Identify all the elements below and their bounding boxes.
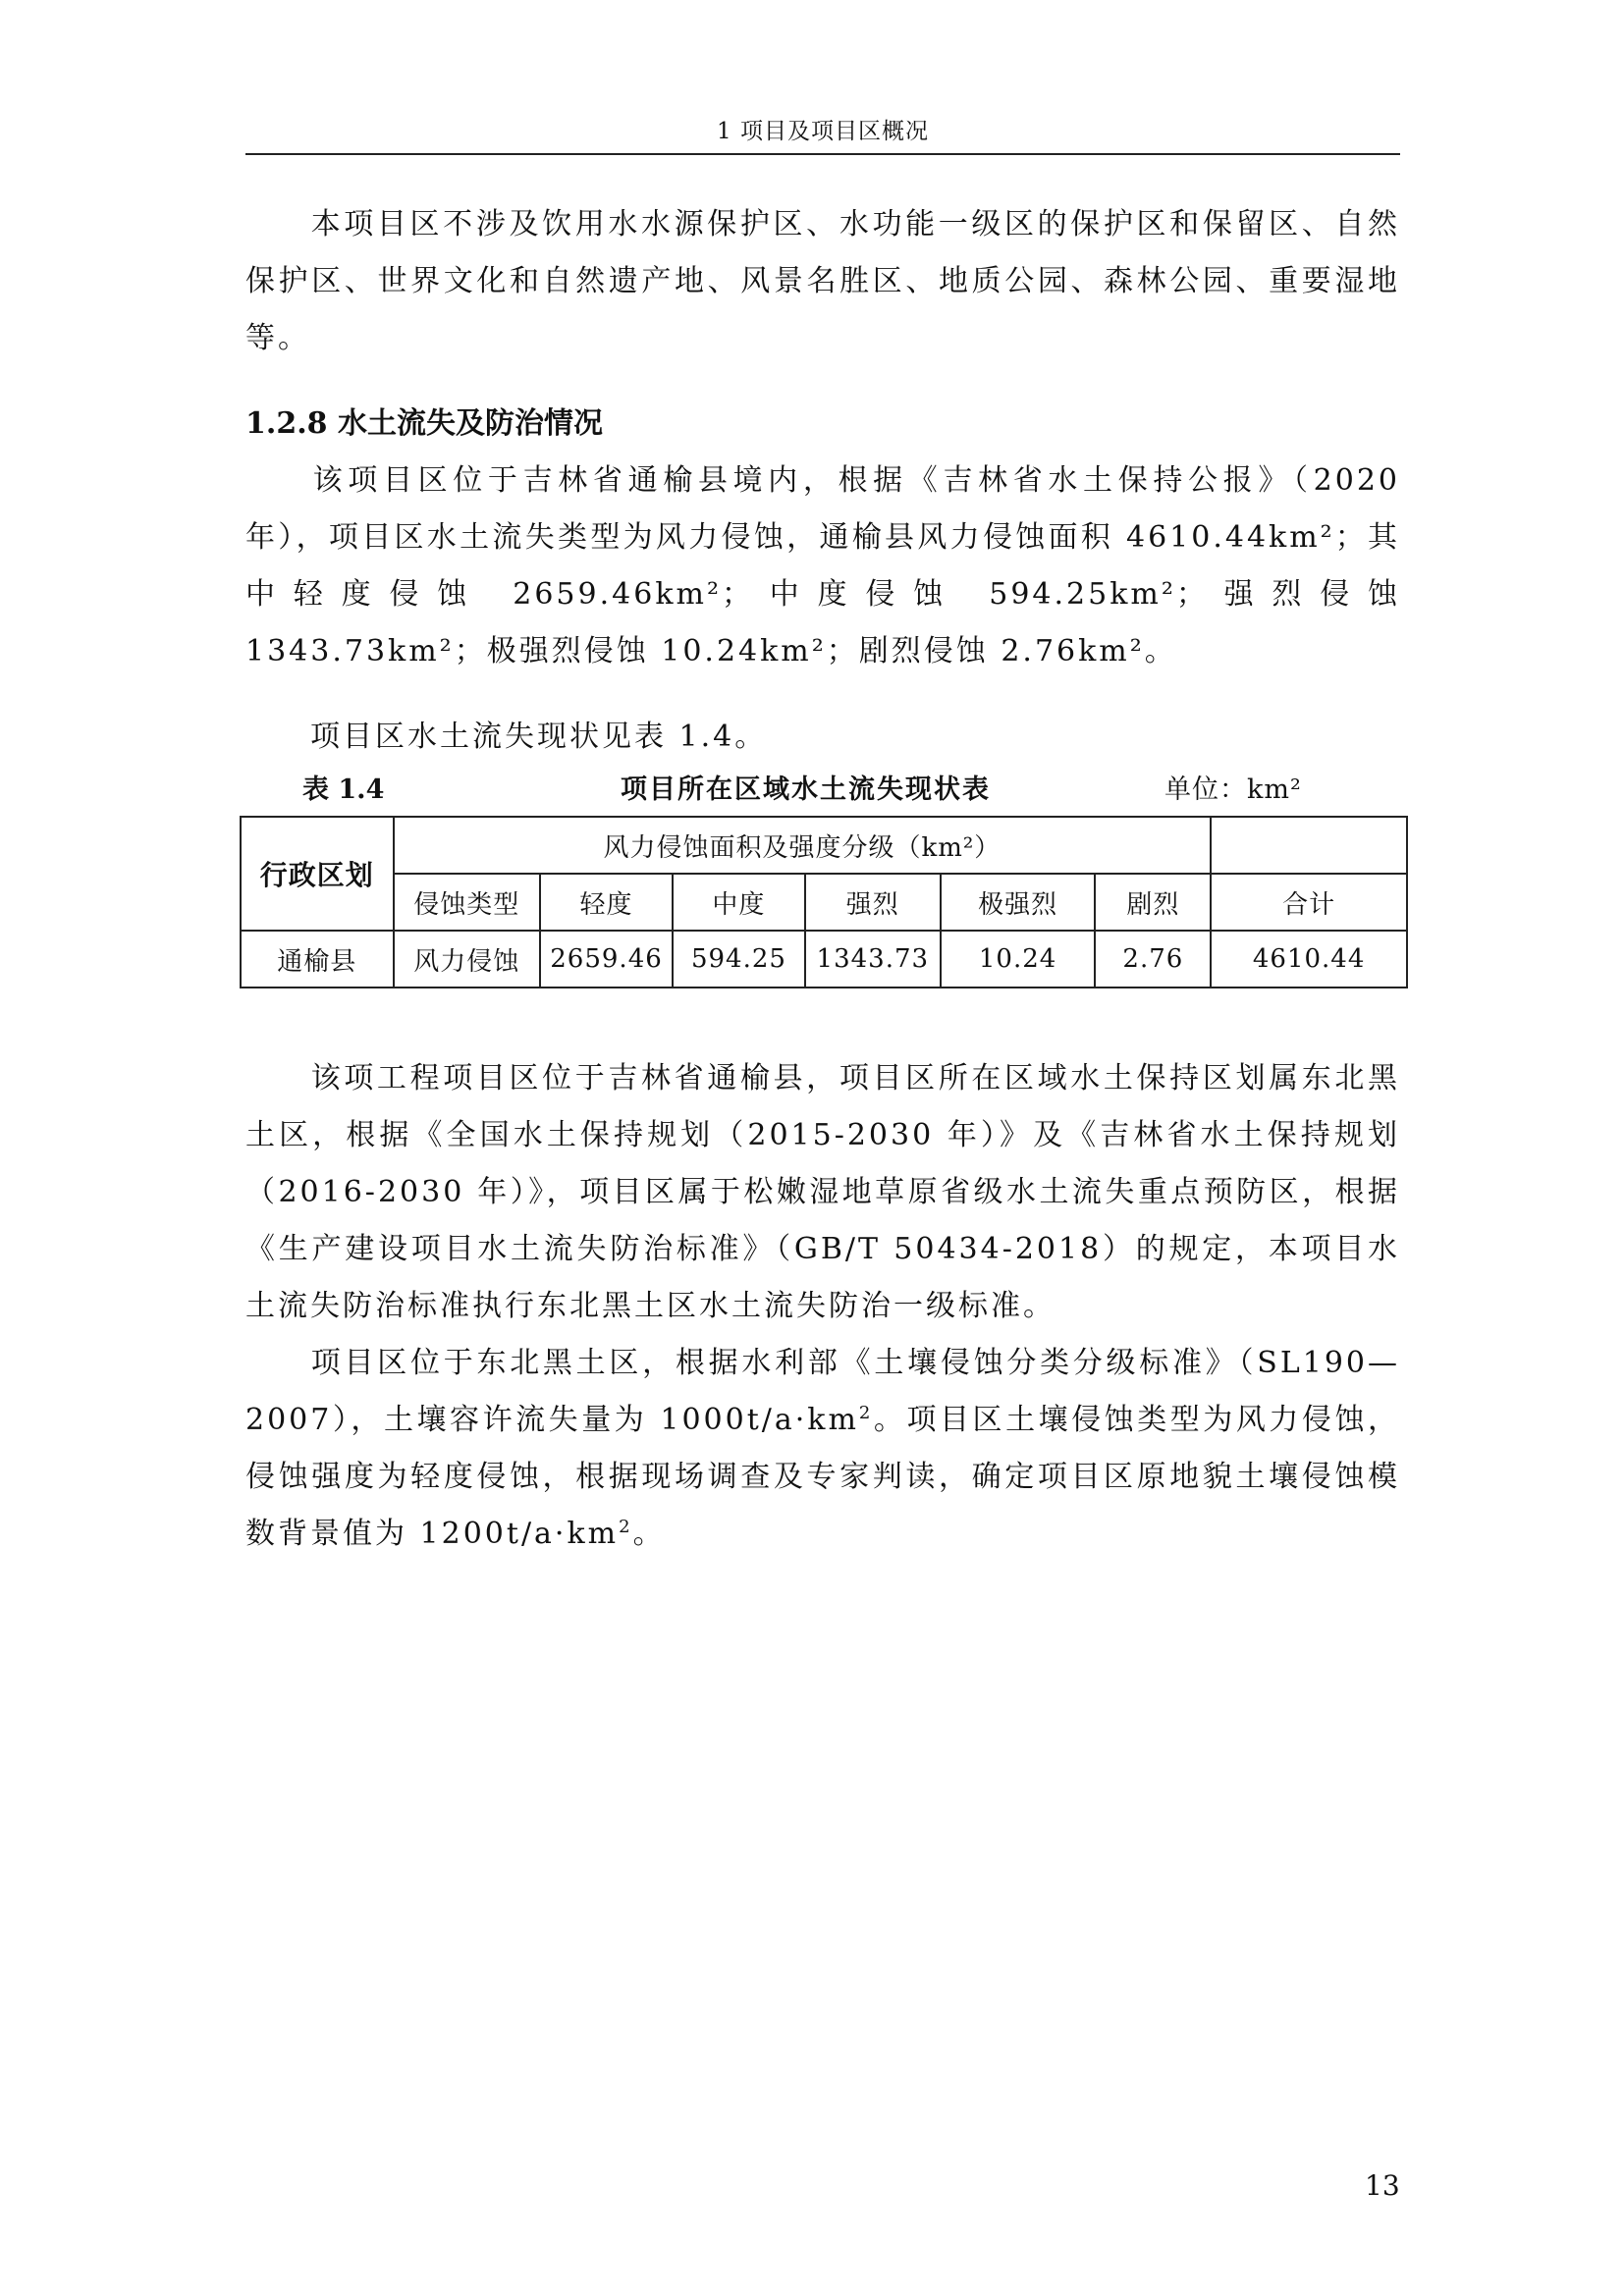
table-unit: 单位：km² (1164, 774, 1302, 805)
paragraph-erosion-status (245, 453, 1400, 680)
paragraph-soil-erosion (245, 1335, 1400, 1563)
header-moderate: 中度 (673, 874, 805, 931)
header-intense: 强烈 (805, 874, 941, 931)
cell-type: 风力侵蚀 (394, 931, 541, 988)
header-light: 轻度 (540, 874, 673, 931)
table-subheader-row (241, 874, 1407, 931)
section-heading: 1.2.8 水土流失及防治情况 (245, 406, 603, 441)
table-number: 表 1.4 (302, 774, 385, 805)
header-group: 风力侵蚀面积及强度分级（km²） (394, 817, 1212, 874)
erosion-table (240, 816, 1408, 988)
header-total: 合计 (1211, 874, 1407, 931)
header-region: 行政区划 (241, 817, 394, 931)
paragraph-prevention-standard (245, 1050, 1400, 1335)
paragraph-text: 该项目区位于吉林省通榆县境内，根据《吉林省水土保持公报》（2020 年），项目区水土流失类型为风力侵蚀，通榆县风力侵蚀面积 4610.44km²；其中轻度侵蚀 2659.46km²；中度侵蚀 594.25km²；强烈侵蚀 1343.73km²；极强烈侵蚀 10.24km²；剧烈侵蚀 2.76km²。 (245, 463, 1400, 668)
header-empty (1211, 817, 1407, 874)
cell-intense: 1343.73 (805, 931, 941, 988)
paragraph-text: 项目区水土流失现状见表 1.4。 (310, 720, 768, 754)
cell-very-intense: 10.24 (941, 931, 1096, 988)
table-row (241, 931, 1407, 988)
header-type: 侵蚀类型 (394, 874, 541, 931)
header-severe: 剧烈 (1095, 874, 1211, 931)
paragraph-text: 本项目区不涉及饮用水水源保护区、水功能一级区的保护区和保留区、自然保护区、世界文化和自然遗产地、风景名胜区、地质公园、森林公园、重要湿地等。 (245, 207, 1400, 355)
paragraph-text: 。项目区土壤侵蚀类型为风力侵蚀，侵蚀强度为轻度侵蚀，根据现场调查及专家判读，确定项目区原地貌土壤侵蚀模数背景值为 1200t/a·km (245, 1403, 1400, 1551)
cell-total: 4610.44 (1211, 931, 1407, 988)
superscript: 2 (858, 1403, 874, 1423)
paragraph-text: 。 (632, 1517, 666, 1551)
paragraph-protected-areas (245, 196, 1400, 367)
table-caption (245, 771, 1400, 810)
paragraph-table-ref (245, 709, 1400, 766)
cell-moderate: 594.25 (673, 931, 805, 988)
table-title: 项目所在区域水土流失现状表 (621, 774, 991, 805)
page-number: 13 (1365, 2169, 1400, 2202)
paragraph-text: 该项工程项目区位于吉林省通榆县，项目区所在区域水土保持区划属东北黑土区，根据《全国水土保持规划（2015-2030 年）》及《吉林省水土保持规划（2016-2030 年）》，项目区属于松嫩湿地草原省级水土流失重点预防区，根据《生产建设项目水土流失防治标准》（GB/T 50434-2018）的规定，本项目水土流失防治标准执行东北黑土区水土流失防治一级标准。 (245, 1061, 1400, 1323)
running-header: 1 项目及项目区概况 (245, 110, 1400, 155)
cell-light: 2659.46 (540, 931, 673, 988)
superscript: 2 (619, 1517, 633, 1537)
header-very-intense: 极强烈 (941, 874, 1096, 931)
paragraph-text: 项目区位于东北黑土区，根据水利部《土壤侵蚀分类分级标准》（SL190—2007），土壤容许流失量为 1000t/a·km (245, 1346, 1400, 1437)
cell-region: 通榆县 (241, 931, 394, 988)
table-header-row (241, 817, 1407, 874)
cell-severe: 2.76 (1095, 931, 1211, 988)
